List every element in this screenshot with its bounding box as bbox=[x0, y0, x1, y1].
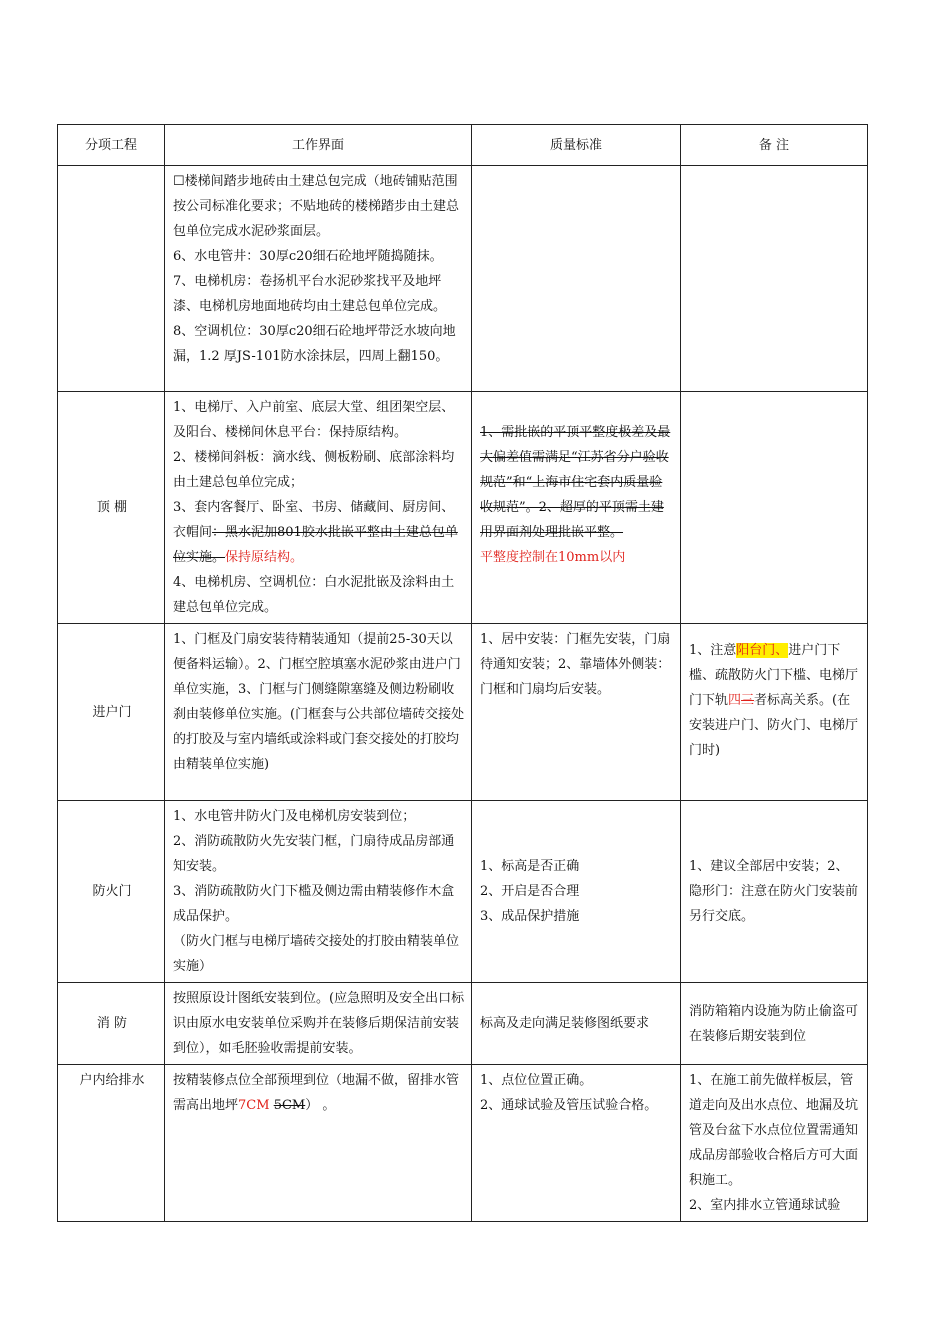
header-quality-standard: 质量标准 bbox=[472, 125, 681, 166]
quality-line: 1、点位位置正确。 bbox=[480, 1073, 593, 1088]
note-text: 者标高关系。(在安装进户门、防火门、电梯厅门时) bbox=[689, 693, 859, 758]
struck-text: 5CM bbox=[273, 1098, 306, 1113]
table-row bbox=[58, 801, 868, 983]
work-cell bbox=[165, 1065, 472, 1222]
work-line: 1、水电管井防火门及电梯机房安装到位； bbox=[173, 809, 416, 824]
work-text: 3、套内客餐厅、卧室、书房、储藏间、厨房间、衣帽间 bbox=[173, 500, 455, 540]
quality-cell bbox=[472, 392, 681, 624]
subitem-entry-door: 进户门 bbox=[58, 624, 165, 801]
work-line: 1、电梯厅、入户前室、底层大堂、组团架空层、及阳台、楼梯间休息平台：保持原结构。 bbox=[173, 400, 455, 440]
work-cell: 1、门框及门扇安装待精装通知（提前25-30天以便备料运输）。2、门框空腔填塞水泥砂浆由进户门单位实施，3、门框与门侧缝隙塞缝及侧边粉刷收刹由装修单位实施。(门框套与公共部位墙砖交接处的打胶及与室内墙纸或涂料或门套交接处的打胶均由精装单位实施) bbox=[165, 624, 472, 801]
note-line: 1、在施工前先做样板层，管道走向及出水点位、地漏及坑管及台盆下水点位位置需通知成品房部验收合格后方可大面积施工。 bbox=[689, 1073, 859, 1188]
work-cell bbox=[165, 166, 472, 392]
subitem-fire-door: 防火门 bbox=[58, 801, 165, 983]
struck-quality-text: 1、需批嵌的平顶平整度极差及最大偏差值需满足“江苏省分户验收规范”和“上海市住宅套内质量验收规范”。2、超厚的平顶需土建用界面剂处理批嵌平整。 bbox=[480, 425, 671, 540]
work-line: 2、楼梯间斜板：滴水线、侧板粉刷、底部涂料均由土建总包单位完成； bbox=[173, 450, 455, 490]
revised-text: 保持原结构。 bbox=[225, 550, 304, 565]
header-remarks: 备 注 bbox=[681, 125, 868, 166]
highlighted-text: 阳台门、 bbox=[736, 643, 789, 658]
struck-text: 三 bbox=[741, 693, 755, 708]
work-line: 6、水电管井：30厚c20细石砼地坪随捣随抹。 bbox=[173, 249, 443, 264]
table-row bbox=[58, 1065, 868, 1222]
quality-line: 2、通球试验及管压试验合格。 bbox=[480, 1098, 658, 1113]
work-line: 3、消防疏散防火门下槛及侧边需由精装修作木盒成品保护。 bbox=[173, 884, 455, 924]
remarks-cell: 1、建议全部居中安装；2、隐形门：注意在防火门安装前另行交底。 bbox=[681, 801, 868, 983]
work-text: 按精装修点位全部预埋到位（地漏不做，留排水管需高出地坪 bbox=[173, 1073, 460, 1113]
note-text: 1、注意 bbox=[689, 643, 737, 658]
work-line: 2、消防疏散防火先安装门框，门扇待成品房部通知安装。 bbox=[173, 834, 455, 874]
work-line: 8、空调机位：30厚c20细石砼地坪带泛水坡向地漏，1.2 厚JS-101防水涂抹层，四周上翻150。 bbox=[173, 324, 456, 364]
remarks-cell bbox=[681, 624, 868, 801]
table-row bbox=[58, 392, 868, 624]
remarks-cell bbox=[681, 392, 868, 624]
quality-cell: 1、居中安装：门框先安装，门扇待通知安装；2、靠墙体外侧装：门框和门扇均后安装。 bbox=[472, 624, 681, 801]
quality-cell: 标高及走向满足装修图纸要求 bbox=[472, 983, 681, 1065]
remarks-cell: 消防箱箱内设施为防止偷盗可在装修后期安装到位 bbox=[681, 983, 868, 1065]
table-row bbox=[58, 166, 868, 392]
header-row bbox=[58, 125, 868, 166]
construction-interface-table bbox=[57, 124, 868, 1222]
work-line: （防火门框与电梯厅墙砖交接处的打胶由精装单位实施） bbox=[173, 934, 460, 974]
work-line: 4、电梯机房、空调机位：白水泥批嵌及涂料由土建总包单位完成。 bbox=[173, 575, 455, 615]
note-line: 2、室内排水立管通球试验 bbox=[689, 1198, 841, 1213]
work-line: ☐楼梯间踏步地砖由土建总包完成（地砖铺贴范围按公司标准化要求；不贴地砖的楼梯踏步由土建总包单位完成水泥砂浆面层。 bbox=[173, 174, 460, 239]
quality-cell bbox=[472, 801, 681, 983]
revised-quality-text: 平整度控制在10mm以内 bbox=[480, 550, 626, 565]
table-row bbox=[58, 624, 868, 801]
table-row bbox=[58, 983, 868, 1065]
remarks-cell bbox=[681, 166, 868, 392]
work-cell: 按照原设计图纸安装到位。(应急照明及安全出口标识由原水电安装单位采购并在装修后期保洁前安装到位），如毛胚验收需提前安装。 bbox=[165, 983, 472, 1065]
quality-line: 2、开启是否合理 bbox=[480, 884, 580, 899]
revised-text: 四 bbox=[728, 693, 742, 708]
work-cell bbox=[165, 801, 472, 983]
work-line: 7、电梯机房：卷扬机平台水泥砂浆找平及地坪漆、电梯机房地面地砖均由土建总包单位完成。 bbox=[173, 274, 447, 314]
subitem-fire-protection: 消 防 bbox=[58, 983, 165, 1065]
header-subitem: 分项工程 bbox=[58, 125, 165, 166]
work-cell bbox=[165, 392, 472, 624]
header-work-interface: 工作界面 bbox=[165, 125, 472, 166]
subitem-ceiling: 顶 棚 bbox=[58, 392, 165, 624]
note-text: 进户门下槛、疏散防火门下槛、电梯厅门下轨 bbox=[689, 643, 859, 708]
subitem-water-supply-drainage: 户内给排水 bbox=[58, 1065, 165, 1222]
quality-cell bbox=[472, 1065, 681, 1222]
work-text: ） 。 bbox=[305, 1098, 336, 1113]
remarks-cell bbox=[681, 1065, 868, 1222]
quality-line: 3、成品保护措施 bbox=[480, 909, 580, 924]
revised-text: 7CM bbox=[238, 1098, 270, 1113]
subitem-cell bbox=[58, 166, 165, 392]
quality-line: 1、标高是否正确 bbox=[480, 859, 580, 874]
quality-cell bbox=[472, 166, 681, 392]
struck-text: ：黑水泥加801胶水批嵌平整由土建总包单位实施。 bbox=[173, 525, 458, 565]
work-line bbox=[173, 495, 465, 570]
